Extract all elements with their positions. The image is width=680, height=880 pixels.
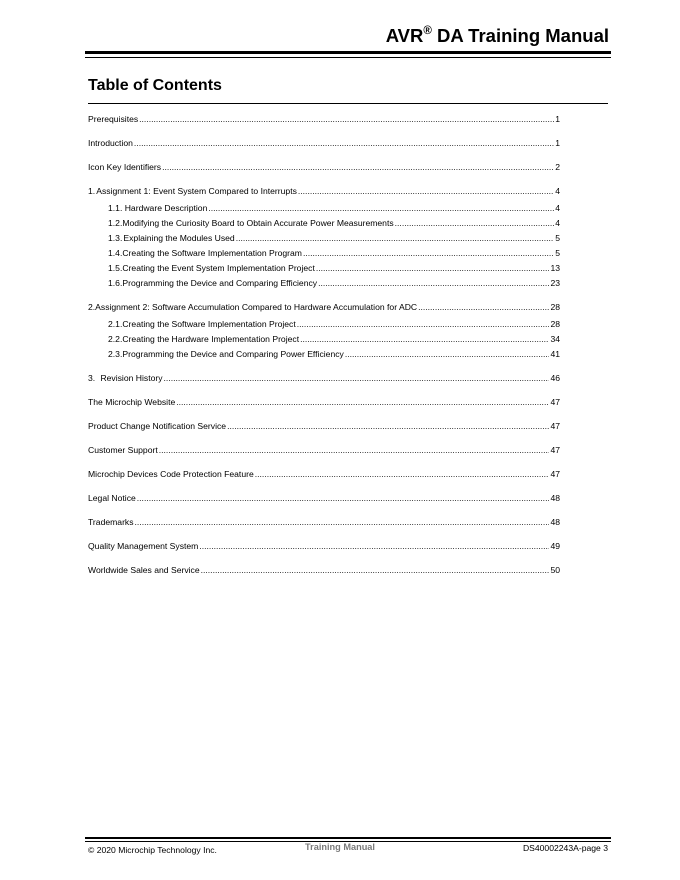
toc-entry-page: 5 (555, 233, 560, 243)
toc-entry-section-1-3[interactable] (108, 232, 560, 244)
header-title-rest: DA Training Manual (431, 25, 609, 46)
header-rule-thin (85, 57, 611, 58)
toc-entry-label: Quality Management System (88, 541, 199, 551)
toc-entry-page: 47 (550, 397, 560, 407)
header-title-main: AVR (385, 25, 424, 46)
toc-entry-page: 49 (550, 541, 560, 551)
toc-entry-trademarks[interactable] (88, 516, 560, 528)
toc-entry-label: Icon Key Identifiers (88, 162, 162, 172)
toc-entry-section-1-1[interactable] (108, 202, 560, 214)
toc-entry-label: Programming the Device and Comparing Efficiency (122, 278, 318, 288)
toc-entry-quality-management-system[interactable] (88, 540, 560, 552)
toc-entry-prerequisites[interactable] (88, 113, 560, 125)
toc-entry-label: Assignment 2: Software Accumulation Compared to Hardware Accumulation for ADC (95, 302, 418, 312)
toc-entry-label: Creating the Software Implementation Project (122, 319, 296, 329)
toc-entry-label: Assignment 1: Event System Compared to Interrupts (96, 186, 297, 196)
toc-entry-worldwide-sales[interactable] (88, 564, 560, 576)
toc-entry-page: 1 (555, 138, 560, 148)
document-header-title (386, 25, 609, 47)
toc-entry-page: 41 (550, 349, 560, 359)
toc-entry-page: 28 (550, 319, 560, 329)
toc-entry-number: 2. (88, 302, 96, 312)
toc-entry-label: Explaining the Modules Used (123, 233, 235, 243)
toc-entry-page: 28 (550, 302, 560, 312)
toc-entry-introduction[interactable] (88, 137, 560, 149)
toc-entry-label: Prerequisites (88, 114, 139, 124)
toc-entry-page: 34 (550, 334, 560, 344)
toc-entry-section-1-2[interactable] (108, 217, 560, 229)
toc-entry-label: Trademarks (88, 517, 134, 527)
registered-mark: ® (423, 24, 432, 37)
toc-entry-page: 50 (550, 565, 560, 575)
toc-entry-page: 4 (555, 218, 560, 228)
footer-doc-id: DS40002243A-page 3 (522, 843, 608, 853)
toc-entry-chapter-2[interactable] (88, 301, 560, 313)
toc-entry-section-2-1[interactable] (108, 318, 560, 330)
toc-entry-page: 23 (550, 278, 560, 288)
toc-entry-number: 3. (88, 373, 96, 383)
toc-entry-page: 47 (550, 445, 560, 455)
toc-entry-label: Creating the Software Implementation Program (122, 248, 302, 258)
toc-entry-label: Worldwide Sales and Service (88, 565, 200, 575)
toc-entry-microchip-website[interactable] (88, 396, 560, 408)
toc-entry-customer-support[interactable] (88, 444, 560, 456)
toc-entry-product-change-notification[interactable] (88, 420, 560, 432)
toc-entry-number: 2.3. (108, 349, 123, 359)
toc-entry-label: Introduction (88, 138, 133, 148)
footer-rule-thick (85, 837, 611, 839)
toc-entry-section-1-5[interactable] (108, 262, 560, 274)
toc-entry-chapter-3[interactable] (88, 372, 560, 384)
toc-entry-label: Modifying the Curiosity Board to Obtain Accurate Power Measurements (122, 218, 394, 228)
footer-copyright: © 2020 Microchip Technology Inc. (88, 845, 217, 855)
toc-entry-number: 1.2. (108, 218, 123, 228)
toc-entry-section-2-2[interactable] (108, 333, 560, 345)
toc-entry-page: 48 (550, 493, 560, 503)
toc-entry-page: 2 (555, 162, 560, 172)
toc-entry-page: 4 (555, 186, 560, 196)
toc-entry-number: 1.3. (108, 233, 123, 243)
toc-entry-number: 1.6. (108, 278, 123, 288)
toc-entry-number: 1.1. (108, 203, 123, 213)
toc-entry-section-2-3[interactable] (108, 348, 560, 360)
toc-entry-label: Creating the Hardware Implementation Project (122, 334, 300, 344)
toc-entry-code-protection-feature[interactable] (88, 468, 560, 480)
toc-entry-number: 1.5. (108, 263, 123, 273)
toc-entry-page: 47 (550, 421, 560, 431)
toc-entry-section-1-6[interactable] (108, 277, 560, 289)
toc-entry-label: Creating the Event System Implementation Project (122, 263, 315, 273)
toc-entry-number: 2.2. (108, 334, 123, 344)
toc-entry-section-1-4[interactable] (108, 247, 560, 259)
toc-entry-icon-key-identifiers[interactable] (88, 161, 560, 173)
toc-entry-label: Revision History (100, 373, 163, 383)
footer-doc-type: Training Manual (305, 842, 375, 852)
toc-heading-rule (88, 103, 608, 104)
toc-entry-chapter-1[interactable] (88, 185, 560, 197)
toc-entry-label: Hardware Description (124, 203, 208, 213)
toc-entry-label: Customer Support (88, 445, 158, 455)
toc-entry-page: 1 (555, 114, 560, 124)
toc-entry-page: 48 (550, 517, 560, 527)
toc-entry-label: Microchip Devices Code Protection Feature (88, 469, 254, 479)
toc-entry-label: Legal Notice (88, 493, 136, 503)
toc-entry-label: Programming the Device and Comparing Power Efficiency (122, 349, 344, 359)
toc-entry-page: 46 (550, 373, 560, 383)
toc-entry-legal-notice[interactable] (88, 492, 560, 504)
toc-entry-page: 47 (550, 469, 560, 479)
toc-entry-page: 4 (555, 203, 560, 213)
toc-heading: Table of Contents (88, 77, 222, 94)
toc-entry-number: 1.4. (108, 248, 123, 258)
toc-entry-page: 13 (550, 263, 560, 273)
toc-entry-number: 1. (88, 186, 96, 196)
toc-entry-number: 2.1. (108, 319, 123, 329)
toc-entry-label: The Microchip Website (88, 397, 176, 407)
toc-entry-label: Product Change Notification Service (88, 421, 227, 431)
header-rule-thick (85, 51, 611, 54)
toc-entry-page: 5 (555, 248, 560, 258)
